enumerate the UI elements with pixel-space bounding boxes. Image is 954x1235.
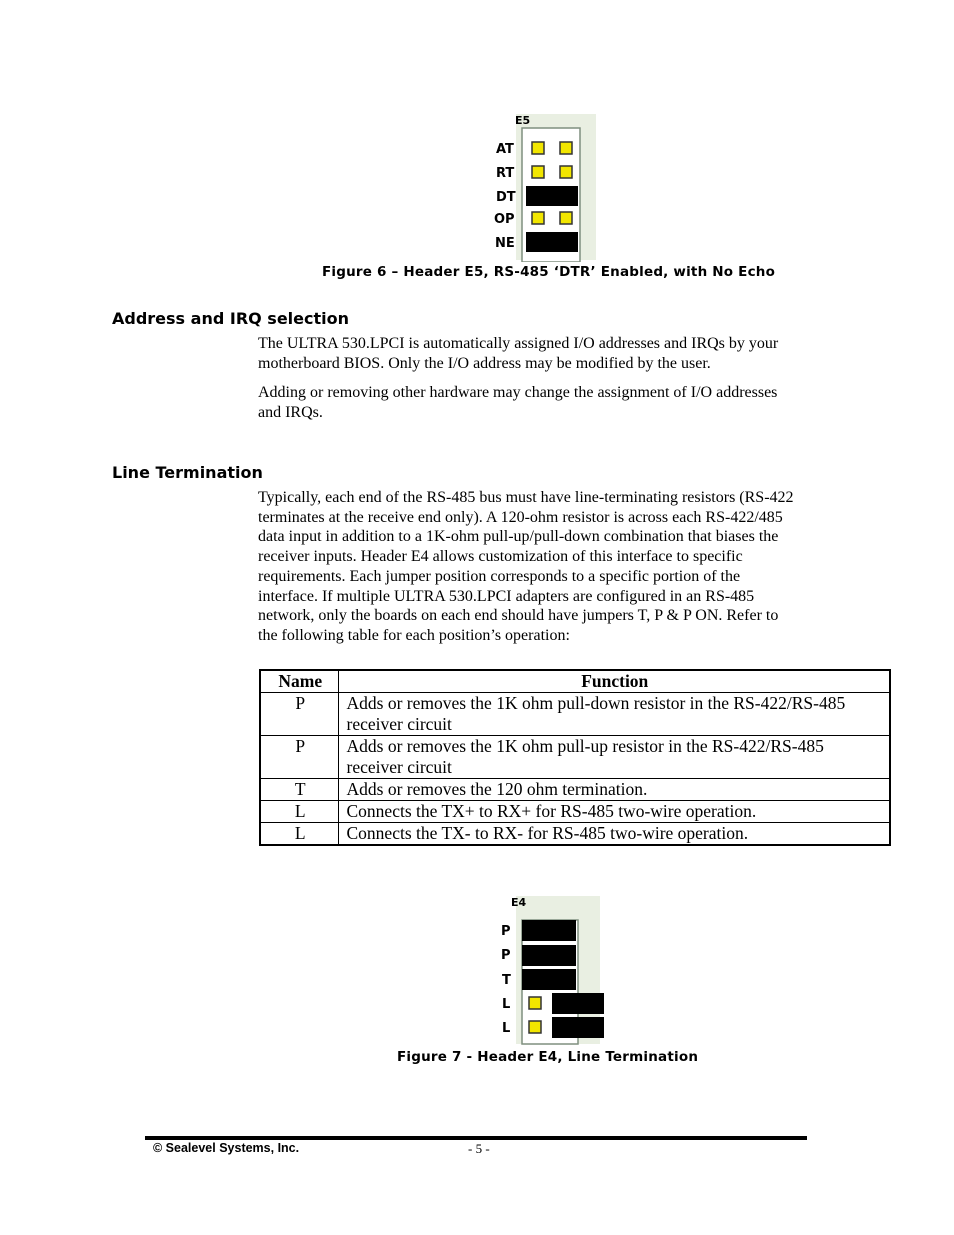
pin-label-t: T	[502, 973, 511, 988]
table-cell-function	[338, 823, 889, 845]
pin-label-op: OP	[494, 212, 515, 227]
table-cell-function	[338, 693, 889, 736]
function-line: receiver circuit	[346, 757, 452, 777]
paragraph-line: terminates at the receive end only). A 120-ohm resistor is across each RS-422/485	[258, 508, 783, 526]
figure-6-header-e5	[488, 110, 608, 262]
paragraph-address-2	[258, 383, 777, 422]
footer-page-number: - 5 -	[468, 1141, 490, 1156]
table-row	[261, 801, 889, 823]
pin-op-2	[560, 212, 572, 224]
table-row	[261, 823, 889, 845]
column-header-function: Function	[338, 671, 889, 693]
footer-copyright: © Sealevel Systems, Inc.	[153, 1141, 300, 1155]
paragraph-line: motherboard BIOS. Only the I/O address may be modified by the user.	[258, 354, 711, 372]
paragraph-line: requirements. Each jumper position corresponds to a specific portion of the	[258, 567, 741, 585]
jumper-ne	[526, 232, 578, 252]
heading-line-termination: Line Termination	[112, 463, 263, 482]
figure-7-caption: Figure 7 - Header E4, Line Termination	[397, 1049, 699, 1065]
jumper-t	[522, 969, 576, 990]
paragraph-line: Adding or removing other hardware may change the assignment of I/O addresses	[258, 384, 778, 401]
header-e4-label: E4	[511, 896, 527, 909]
table-cell-function	[338, 779, 889, 801]
paragraph-line: data input in addition to a 1K-ohm pull-up/pull-down combination that biases the	[258, 528, 779, 546]
function-line: Connects the TX+ to RX+ for RS-485 two-wire operation.	[346, 801, 757, 821]
column-header-name: Name	[261, 671, 338, 693]
paragraph-line: receiver inputs. Header E4 allows customization of this interface to specific	[258, 548, 743, 566]
header-e5-label: E5	[515, 114, 531, 127]
pin-at-1	[532, 142, 544, 154]
pin-label-dt: DT	[496, 190, 516, 205]
pin-label-p2: P	[501, 948, 511, 963]
table-cell-name: T	[261, 779, 338, 801]
paragraph-line: The ULTRA 530.LPCI is automatically assigned I/O addresses and IRQs by your	[258, 335, 779, 352]
paragraph-line: network, only the boards on each end should have jumpers T, P & P ON. Refer to	[258, 607, 779, 625]
table-row	[261, 779, 889, 801]
table-cell-name: P	[261, 736, 338, 779]
table-cell-function	[338, 801, 889, 823]
header-e5-diagram	[488, 110, 608, 262]
jumper-p1	[522, 920, 576, 941]
jumper-p2	[522, 945, 576, 966]
paragraph-line: interface. If multiple ULTRA 530.LPCI adapters are configured in an RS-485	[258, 587, 755, 605]
heading-address-irq: Address and IRQ selection	[112, 309, 350, 328]
pin-label-ne: NE	[495, 236, 515, 251]
jumper-dt	[526, 186, 578, 206]
jumper-l1	[552, 993, 604, 1014]
function-line: receiver circuit	[346, 714, 452, 734]
header-e4-diagram	[492, 892, 612, 1046]
pin-rt-2	[560, 166, 572, 178]
jumper-l2	[552, 1017, 604, 1038]
pin-label-p1: P	[501, 924, 511, 939]
table-row	[261, 693, 889, 736]
pin-l1	[529, 997, 541, 1009]
pin-at-2	[560, 142, 572, 154]
pin-label-l1: L	[502, 997, 511, 1012]
figure-6-caption: Figure 6 – Header E5, RS-485 ‘DTR’ Enabled, with No Echo	[322, 264, 776, 280]
table-cell-name: L	[261, 801, 338, 823]
paragraph-line: the following table for each position’s operation:	[258, 626, 570, 644]
table-cell-name: L	[261, 823, 338, 845]
termination-table	[261, 671, 889, 844]
pin-label-l2: L	[502, 1021, 511, 1036]
paragraph-line: and IRQs.	[258, 403, 323, 421]
table-cell-function	[338, 736, 889, 779]
footer-rule	[145, 1136, 807, 1140]
function-line: Adds or removes the 1K ohm pull-down resistor in the RS-422/RS-485	[346, 693, 846, 713]
figure-7-header-e4	[492, 892, 612, 1046]
termination-table-wrapper	[259, 669, 891, 846]
function-line: Connects the TX- to RX- for RS-485 two-wire operation.	[346, 823, 749, 843]
function-line: Adds or removes the 120 ohm termination.	[346, 779, 648, 799]
table-row	[261, 736, 889, 779]
pin-l2	[529, 1021, 541, 1033]
function-line: Adds or removes the 1K ohm pull-up resistor in the RS-422/RS-485	[346, 736, 824, 756]
paragraph-line: Typically, each end of the RS-485 bus must have line-terminating resistors (RS-422	[258, 489, 794, 506]
pin-label-at: AT	[496, 142, 514, 157]
pin-rt-1	[532, 166, 544, 178]
paragraph-termination	[258, 488, 794, 646]
pin-label-rt: RT	[496, 166, 515, 181]
table-cell-name: P	[261, 693, 338, 736]
paragraph-address-1	[258, 334, 778, 373]
table-header-row	[261, 671, 889, 693]
pin-op-1	[532, 212, 544, 224]
